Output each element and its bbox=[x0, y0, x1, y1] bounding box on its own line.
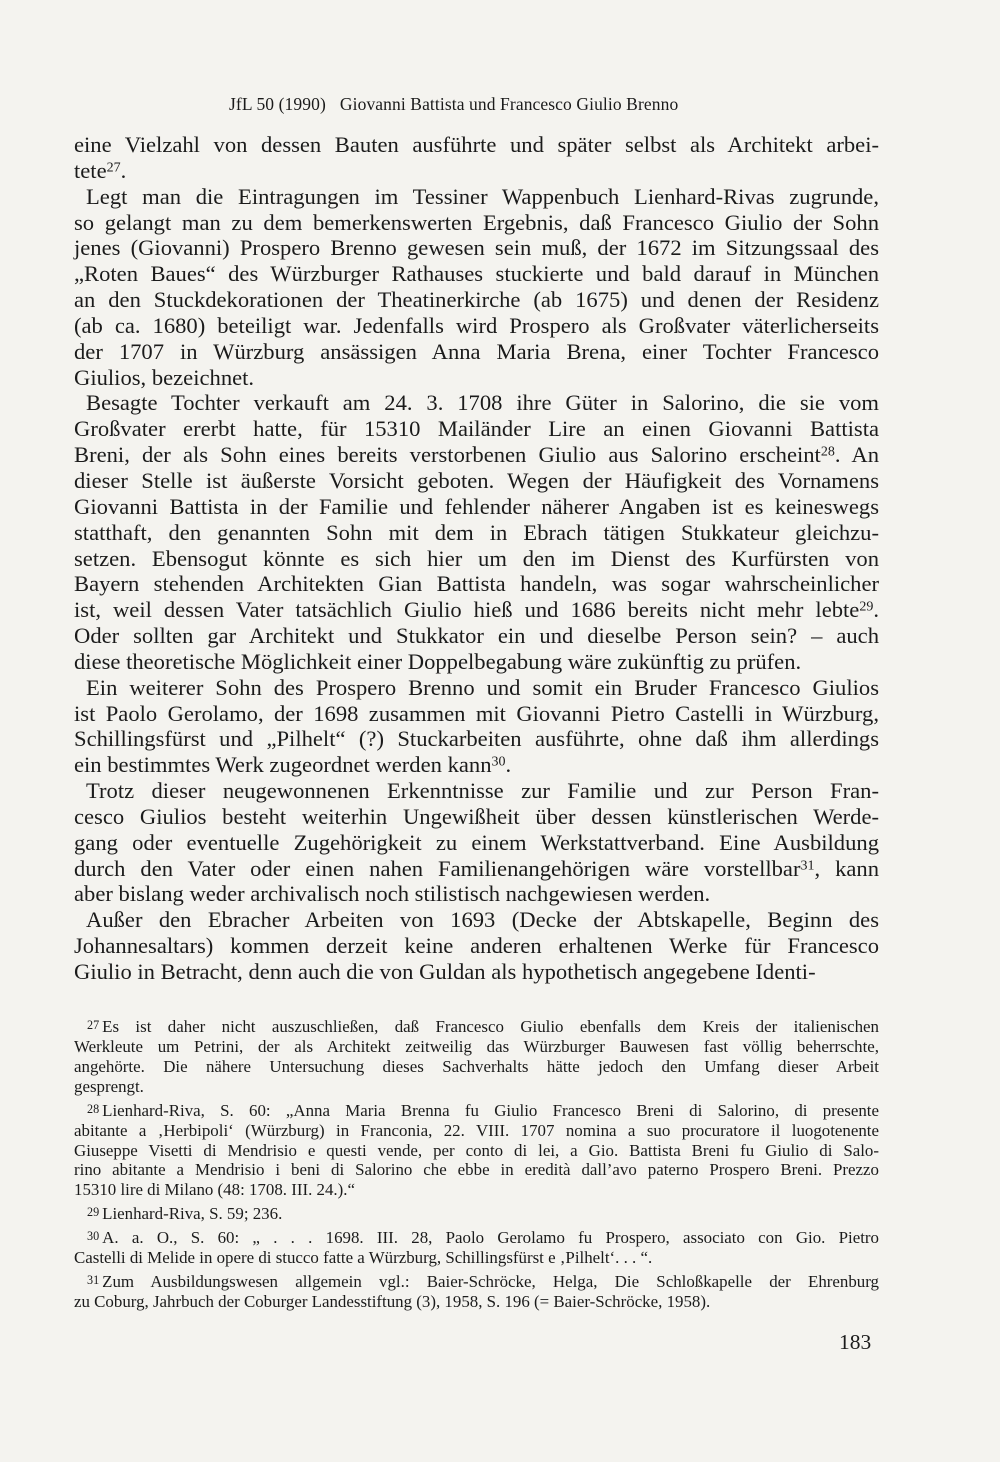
text-line: Bayern stehenden Architekten Gian Battista handeln, was sogar wahrscheinlicher bbox=[74, 571, 879, 597]
text-line: der 1707 in Würzburg ansässigen Anna Maria Brena, einer Tochter Francesco bbox=[74, 338, 879, 364]
footnote-line: 15310 lire di Milano (48: 1708. III. 24.).“ bbox=[74, 1180, 355, 1200]
footnote-28 bbox=[74, 1100, 879, 1201]
text-line: cesco Giulios besteht weiterhin Ungewißheit über dessen künstlerischen Werde- bbox=[74, 803, 879, 829]
text-line: Giovanni Battista in der Familie und fehlender näherer Angaben ist es keineswegs bbox=[74, 493, 879, 519]
text-line: an den Stuckdekorationen der Theatinerkirche (ab 1675) und denen der Residenz bbox=[74, 287, 879, 313]
text-line: ist Paolo Gerolamo, der 1698 zusammen mit Giovanni Pietro Castelli in Würzburg, bbox=[74, 700, 879, 726]
footnote-number: 27 bbox=[87, 1018, 100, 1032]
text-line: „Roten Baues“ des Würzburger Rathauses stuckierte und bald darauf in München bbox=[74, 261, 879, 287]
paragraph bbox=[74, 907, 879, 985]
text-line: Schillingsfürst und „Pilhelt“ (?) Stuckarbeiten ausführte, ohne daß ihm allerdings bbox=[74, 726, 879, 752]
footnote-29 bbox=[74, 1203, 879, 1224]
paragraph bbox=[74, 778, 879, 907]
footnote-line: 27 Es ist daher nicht auszuschließen, daß Francesco Giulio ebenfalls dem Kreis der italienischen bbox=[87, 1017, 879, 1037]
footnote-number: 28 bbox=[87, 1101, 100, 1116]
footnote-line: Giuseppe Visetti di Mendrisio e questi vende, per conto di lei, a Gio. Battista Breni fu Giulio di Salo- bbox=[74, 1140, 879, 1160]
footnote-line: gesprengt. bbox=[74, 1076, 144, 1096]
text-line: durch den Vater oder einen nahen Familienangehörigen wäre vorstellbar$^{31}$, kann bbox=[74, 855, 880, 881]
footnotes bbox=[74, 1016, 879, 1315]
text-line: Giulio in Betracht, denn auch die von Guldan als hypothetisch angegebene Identi- bbox=[74, 959, 816, 984]
footnote-31 bbox=[74, 1271, 879, 1312]
text-line: Oder sollten gar Architekt und Stukkator ein und dieselbe Person sein? – auch bbox=[74, 623, 879, 649]
paragraph bbox=[74, 132, 879, 184]
footnote-line: 29 Lienhard-Riva, S. 59; 236. bbox=[87, 1204, 283, 1224]
footnote-line: 31 Zum Ausbildungswesen allgemein vgl.: Baier-Schröcke, Helga, Die Schloßkapelle der Ehrenburg bbox=[87, 1272, 879, 1292]
text-line: so gelangt man zu dem bemerkenswerten Ergebnis, daß Francesco Giulio der Sohn bbox=[74, 209, 879, 235]
text-line: gang oder eventuelle Zugehörigkeit zu einem Werkstattverband. Eine Ausbildung bbox=[74, 829, 879, 855]
footnote-reference: 27 bbox=[106, 160, 121, 176]
text-line: ist, weil dessen Vater tatsächlich Giulio hieß und 1686 bereits nicht mehr lebte$^{29}$. bbox=[74, 597, 879, 623]
text-line: statthaft, den genannten Sohn mit dem in Ebrach tätigen Stukkateur gleichzu- bbox=[74, 519, 879, 545]
text-line: jenes (Giovanni) Prospero Brenno gewesen sein muß, der 1672 im Sitzungssaal des bbox=[74, 235, 879, 261]
footnote-reference: 29 bbox=[859, 599, 874, 615]
text-line: aber bislang weder archivalisch noch stilistisch nachgewiesen werden. bbox=[74, 881, 711, 907]
footnote-27 bbox=[74, 1016, 879, 1097]
paragraph bbox=[74, 675, 879, 778]
footnote-reference: 30 bbox=[491, 754, 506, 770]
text-line: Breni, der als Sohn eines bereits verstorbenen Giulio aus Salorino erscheint$^{28}$. An bbox=[74, 442, 879, 468]
text-line: setzen. Ebensogut könnte es sich hier um den im Dienst des Kurfürsten von bbox=[74, 545, 879, 571]
text-line: ein bestimmtes Werk zugeordnet werden kann$^{30}$. bbox=[74, 752, 512, 778]
text-line: diese theoretische Möglichkeit einer Doppelbegabung wäre zukünftig zu prüfen. bbox=[74, 648, 802, 674]
footnote-reference: 31 bbox=[800, 858, 815, 874]
footnote-number: 31 bbox=[87, 1273, 100, 1287]
footnote-reference: 28 bbox=[820, 444, 835, 460]
text-line: eine Vielzahl von dessen Bauten ausführte und später selbst als Architekt arbei- bbox=[74, 132, 879, 157]
footnote-line: zu Coburg, Jahrbuch der Coburger Landesstiftung (3), 1958, S. 196 (= Baier-Schröcke, 1958). bbox=[74, 1291, 711, 1311]
text-line: Giulios, bezeichnet. bbox=[74, 364, 255, 390]
text-line: dieser Stelle ist äußerste Vorsicht geboten. Wegen der Häufigkeit des Vornamens bbox=[74, 467, 879, 493]
text-line: Johannesaltars) kommen derzeit keine anderen erhaltenen Werke für Francesco bbox=[74, 933, 879, 959]
paragraph bbox=[74, 184, 879, 391]
footnote-line: 28 Lienhard-Riva, S. 60: „Anna Maria Brenna fu Giulio Francesco Breni di Salorino, di presente bbox=[87, 1100, 879, 1120]
running-header bbox=[229, 94, 678, 115]
footnote-30 bbox=[74, 1227, 879, 1268]
text-line: (ab ca. 1680) beteiligt war. Jedenfalls wird Prospero als Großvater väterlicherseits bbox=[74, 312, 879, 338]
main-text bbox=[74, 132, 879, 985]
footnote-line: 30 A. a. O., S. 60: „ . . . 1698. III. 28, Paolo Gerolamo fu Prospero, associato con Gio. Pietro bbox=[87, 1228, 879, 1248]
footnote-number: 29 bbox=[87, 1205, 100, 1220]
footnote-line: Werkleute um Petrini, der als Architekt zeitweilig das Würzburger Bauwesen fast völlig beherrschte, bbox=[74, 1036, 879, 1056]
text-line: Besagte Tochter verkauft am 24. 3. 1708 ihre Güter in Salorino, die sie vom bbox=[86, 390, 879, 416]
text-line: Trotz dieser neugewonnenen Erkenntnisse zur Familie und zur Person Fran- bbox=[86, 778, 879, 804]
footnote-line: abitante a ‚Herbipoli‘ (Würzburg) in Franconia, 22. VIII. 1707 nomina a suo procuratore il luogotenente bbox=[74, 1120, 879, 1140]
footnote-line: angehörte. Die nähere Untersuchung dieses Sachverhalts hätte jedoch den Umfang dieser Arbeit bbox=[74, 1056, 879, 1076]
footnote-line: rino abitante a Mendrisio i beni di Salorino che ebbe in eredità dall’avo paterno Prospero Breni. Prezzo bbox=[74, 1160, 879, 1180]
text-line: Ein weiterer Sohn des Prospero Brenno und somit ein Bruder Francesco Giulios bbox=[86, 674, 879, 700]
footnote-line: Castelli di Melide in opere di stucco fatte a Würzburg, Schillingsfürst e ‚Pilhelt‘. . . “. bbox=[74, 1248, 653, 1268]
journal-reference: JfL 50 (1990) bbox=[229, 94, 326, 114]
text-line: Großvater ererbt hatte, für 15310 Mailänder Lire an einen Giovanni Battista bbox=[74, 416, 879, 442]
text-line: Außer den Ebracher Arbeiten von 1693 (Decke der Abtskapelle, Beginn des bbox=[86, 907, 879, 933]
article-title: Giovanni Battista und Francesco Giulio Brenno bbox=[339, 94, 679, 114]
text-line: Legt man die Eintragungen im Tessiner Wappenbuch Lienhard-Rivas zugrunde, bbox=[86, 183, 879, 209]
footnote-number: 30 bbox=[87, 1229, 100, 1244]
text-line: tete$^{27}$. bbox=[74, 157, 127, 183]
page-number: 183 bbox=[839, 1330, 872, 1354]
paragraph bbox=[74, 390, 879, 674]
